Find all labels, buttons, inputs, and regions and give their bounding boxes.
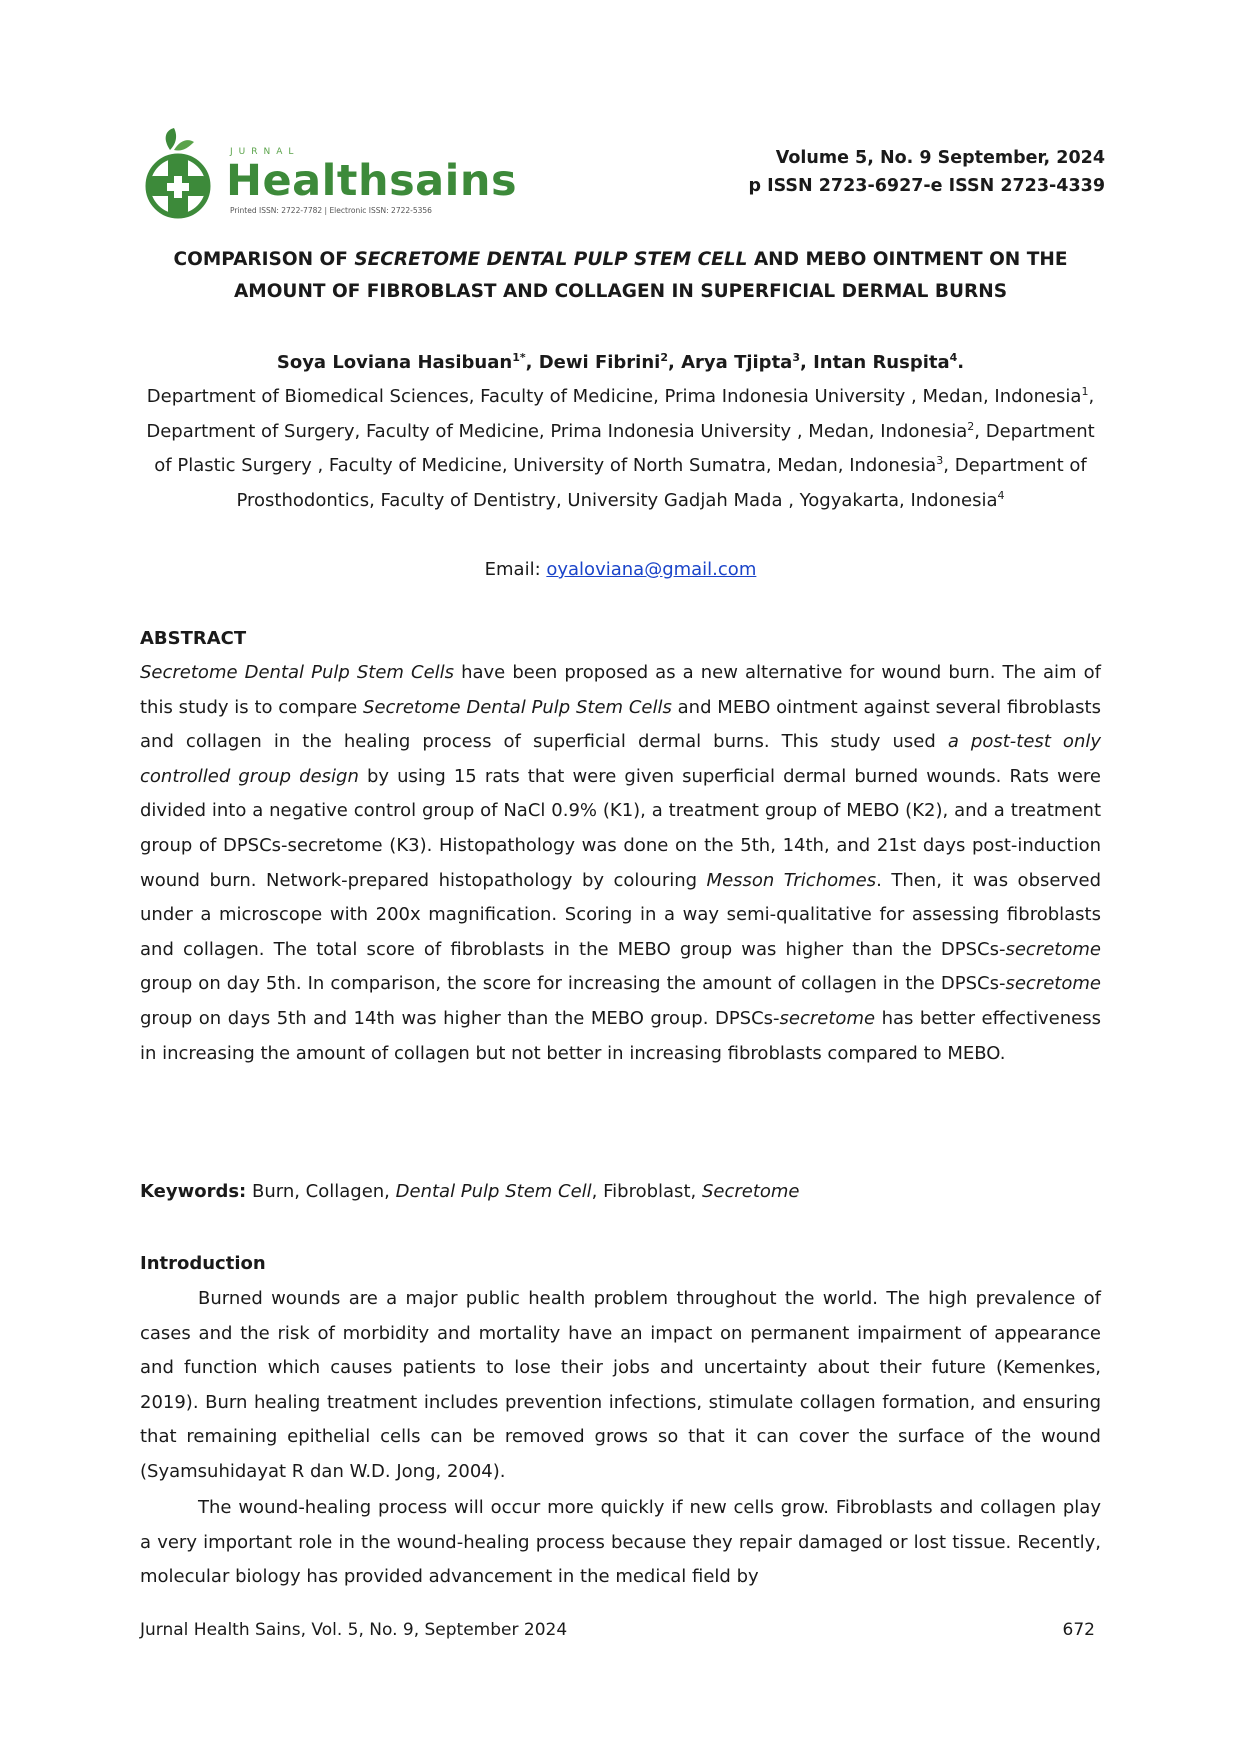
introduction-paragraph-1: Burned wounds are a major public health problem throughout the world. The high prevalence of cases and the risk of morbidity and mortality have an impact on permanent impairment of appearance and function which causes patients to lose their jobs and uncertainty about their future (Kemenkes, 2019). Burn healing treatment includes prevention infections, stimulate collagen formation, and ensuring that remaining epithelial cells can be removed grows so that it can cover the surface of the wound (Syamsuhidayat R dan W.D. Jong, 2004). (140, 1288, 1101, 1482)
abstract-segment: . Then, it was observed under a microscope with 200x magnification. Scoring in a way semi-qualitative for assessing fibroblasts and collagen. The total score of fibroblasts in the MEBO group was higher than the DPSCs- (140, 869, 1102, 960)
author-4: Intan Ruspita$^4$. (813, 351, 965, 373)
issn-line: p ISSN 2723-6927-e ISSN 2723-4339 (748, 176, 1105, 196)
medical-cross-leaf-icon (140, 128, 224, 224)
abstract-segment: secretome (1005, 973, 1101, 995)
abstract-segment: secretome (1005, 938, 1101, 960)
page-number: 672 (1062, 1620, 1095, 1640)
abstract-segment: a post-test only controlled group design (140, 731, 1102, 787)
contact-email (140, 555, 1101, 585)
abstract-segment: have been proposed as a new alternative for wound burn. The aim of this study is to compare (140, 662, 1101, 718)
title-part2: AND MEBO OINTMENT ON THE AMOUNT OF FIBROBLAST AND COLLAGEN IN SUPERFICIAL DERMAL BURNS (233, 249, 1068, 302)
abstract-segment: group on day 5th. In comparison, the score for increasing the amount of collagen in the DPSCs- (140, 973, 1006, 995)
affiliation-1: Department of Biomedical Sciences, Faculty of Medicine, Prima Indonesia University , Medan, Indonesia$^1$, (146, 385, 1095, 407)
affiliation-2: Department of Surgery, Faculty of Medicine, Prima Indonesia University , Medan, Indonesia$^2$, (146, 419, 986, 442)
footer-journal: Jurnal Health Sains, Vol. 5, No. 9, September 2024 (140, 1620, 568, 1640)
abstract-segment: Secretome Dental Pulp Stem Cells (363, 696, 672, 718)
abstract-segment: and MEBO ointment against several fibroblasts and collagen in the healing process of superficial dermal burns. This study used (140, 696, 1101, 753)
abstract-segment: secretome (779, 1007, 876, 1029)
keyword-segment: Secretome (701, 1181, 800, 1202)
keyword-segment: , Fibroblast, (591, 1181, 702, 1202)
keyword-segment: Burn, Collagen, (246, 1181, 396, 1202)
affiliation-3: Department of Plastic Surgery , Faculty of Medicine, University of North Sumatra, Medan, Indonesia$^3$, (154, 420, 1095, 476)
abstract-body (140, 656, 1101, 1071)
abstract-segment: has better effectiveness in increasing the amount of collagen but not better in increasing fibroblasts compared to MEBO. (140, 1007, 1101, 1064)
abstract-segment: Secretome Dental Pulp Stem Cells (140, 662, 455, 683)
title-italic: SECRETOME DENTAL PULP STEM CELL (354, 249, 748, 270)
author-2: Dewi Fibrini$^2$, (538, 351, 682, 373)
keyword-segment: Dental Pulp Stem Cell (395, 1181, 592, 1202)
author-1: Soya Loviana Hasibuan$^{1*}$, (276, 351, 539, 373)
keywords-list (246, 1181, 799, 1202)
abstract-segment: group on days 5th and 14th was higher than the MEBO group. DPSCs- (140, 1007, 780, 1029)
paper-title (140, 244, 1101, 308)
keywords (140, 1177, 1101, 1207)
introduction-paragraph-2: The wound-healing process will occur more quickly if new cells grow. Fibroblasts and collagen play a very important role in the wound-healing process because they repair damaged or lost tissue. Recently, molecular biology has provided advancement in the medical field by (140, 1497, 1101, 1588)
logo-small-label: JURNAL (230, 147, 300, 157)
author-3: Arya Tjipta$^3$, (681, 351, 814, 373)
volume-line: Volume 5, No. 9 September, 2024 (775, 148, 1105, 168)
logo-issn: Printed ISSN: 2722-7782 | Electronic ISSN: 2722-5356 (230, 206, 432, 215)
abstract-segment: Messon Trichomes (706, 869, 877, 891)
email-link[interactable]: oyaloviana@gmail.com (546, 559, 757, 580)
email-label: Email: (484, 559, 547, 580)
affiliations (140, 380, 1101, 518)
abstract-segment: by using 15 rats that were given superficial dermal burned wounds. Rats were divided into a negative control group of NaCl 0.9% (K1), a treatment group of MEBO (K2), and a treatment group of DPSCs-secretome (K3). Histopathology was done on the 5th, 14th, and 21st days post-induction wound burn. Network-prepared histopathology by colouring (140, 765, 1101, 891)
journal-logo (140, 128, 520, 224)
volume-info (748, 144, 1105, 200)
author-list (140, 348, 1101, 378)
abstract-heading: ABSTRACT (140, 628, 247, 649)
introduction-heading: Introduction (140, 1253, 266, 1274)
affiliation-4: Department of Prosthodontics, Faculty of Dentistry, University Gadjah Mada , Yogyakarta, Indonesia$^4$ (236, 455, 1087, 511)
keywords-label: Keywords: (140, 1181, 247, 1202)
title-part1: COMPARISON OF (173, 249, 355, 270)
logo-name: Healthsains (226, 156, 518, 206)
